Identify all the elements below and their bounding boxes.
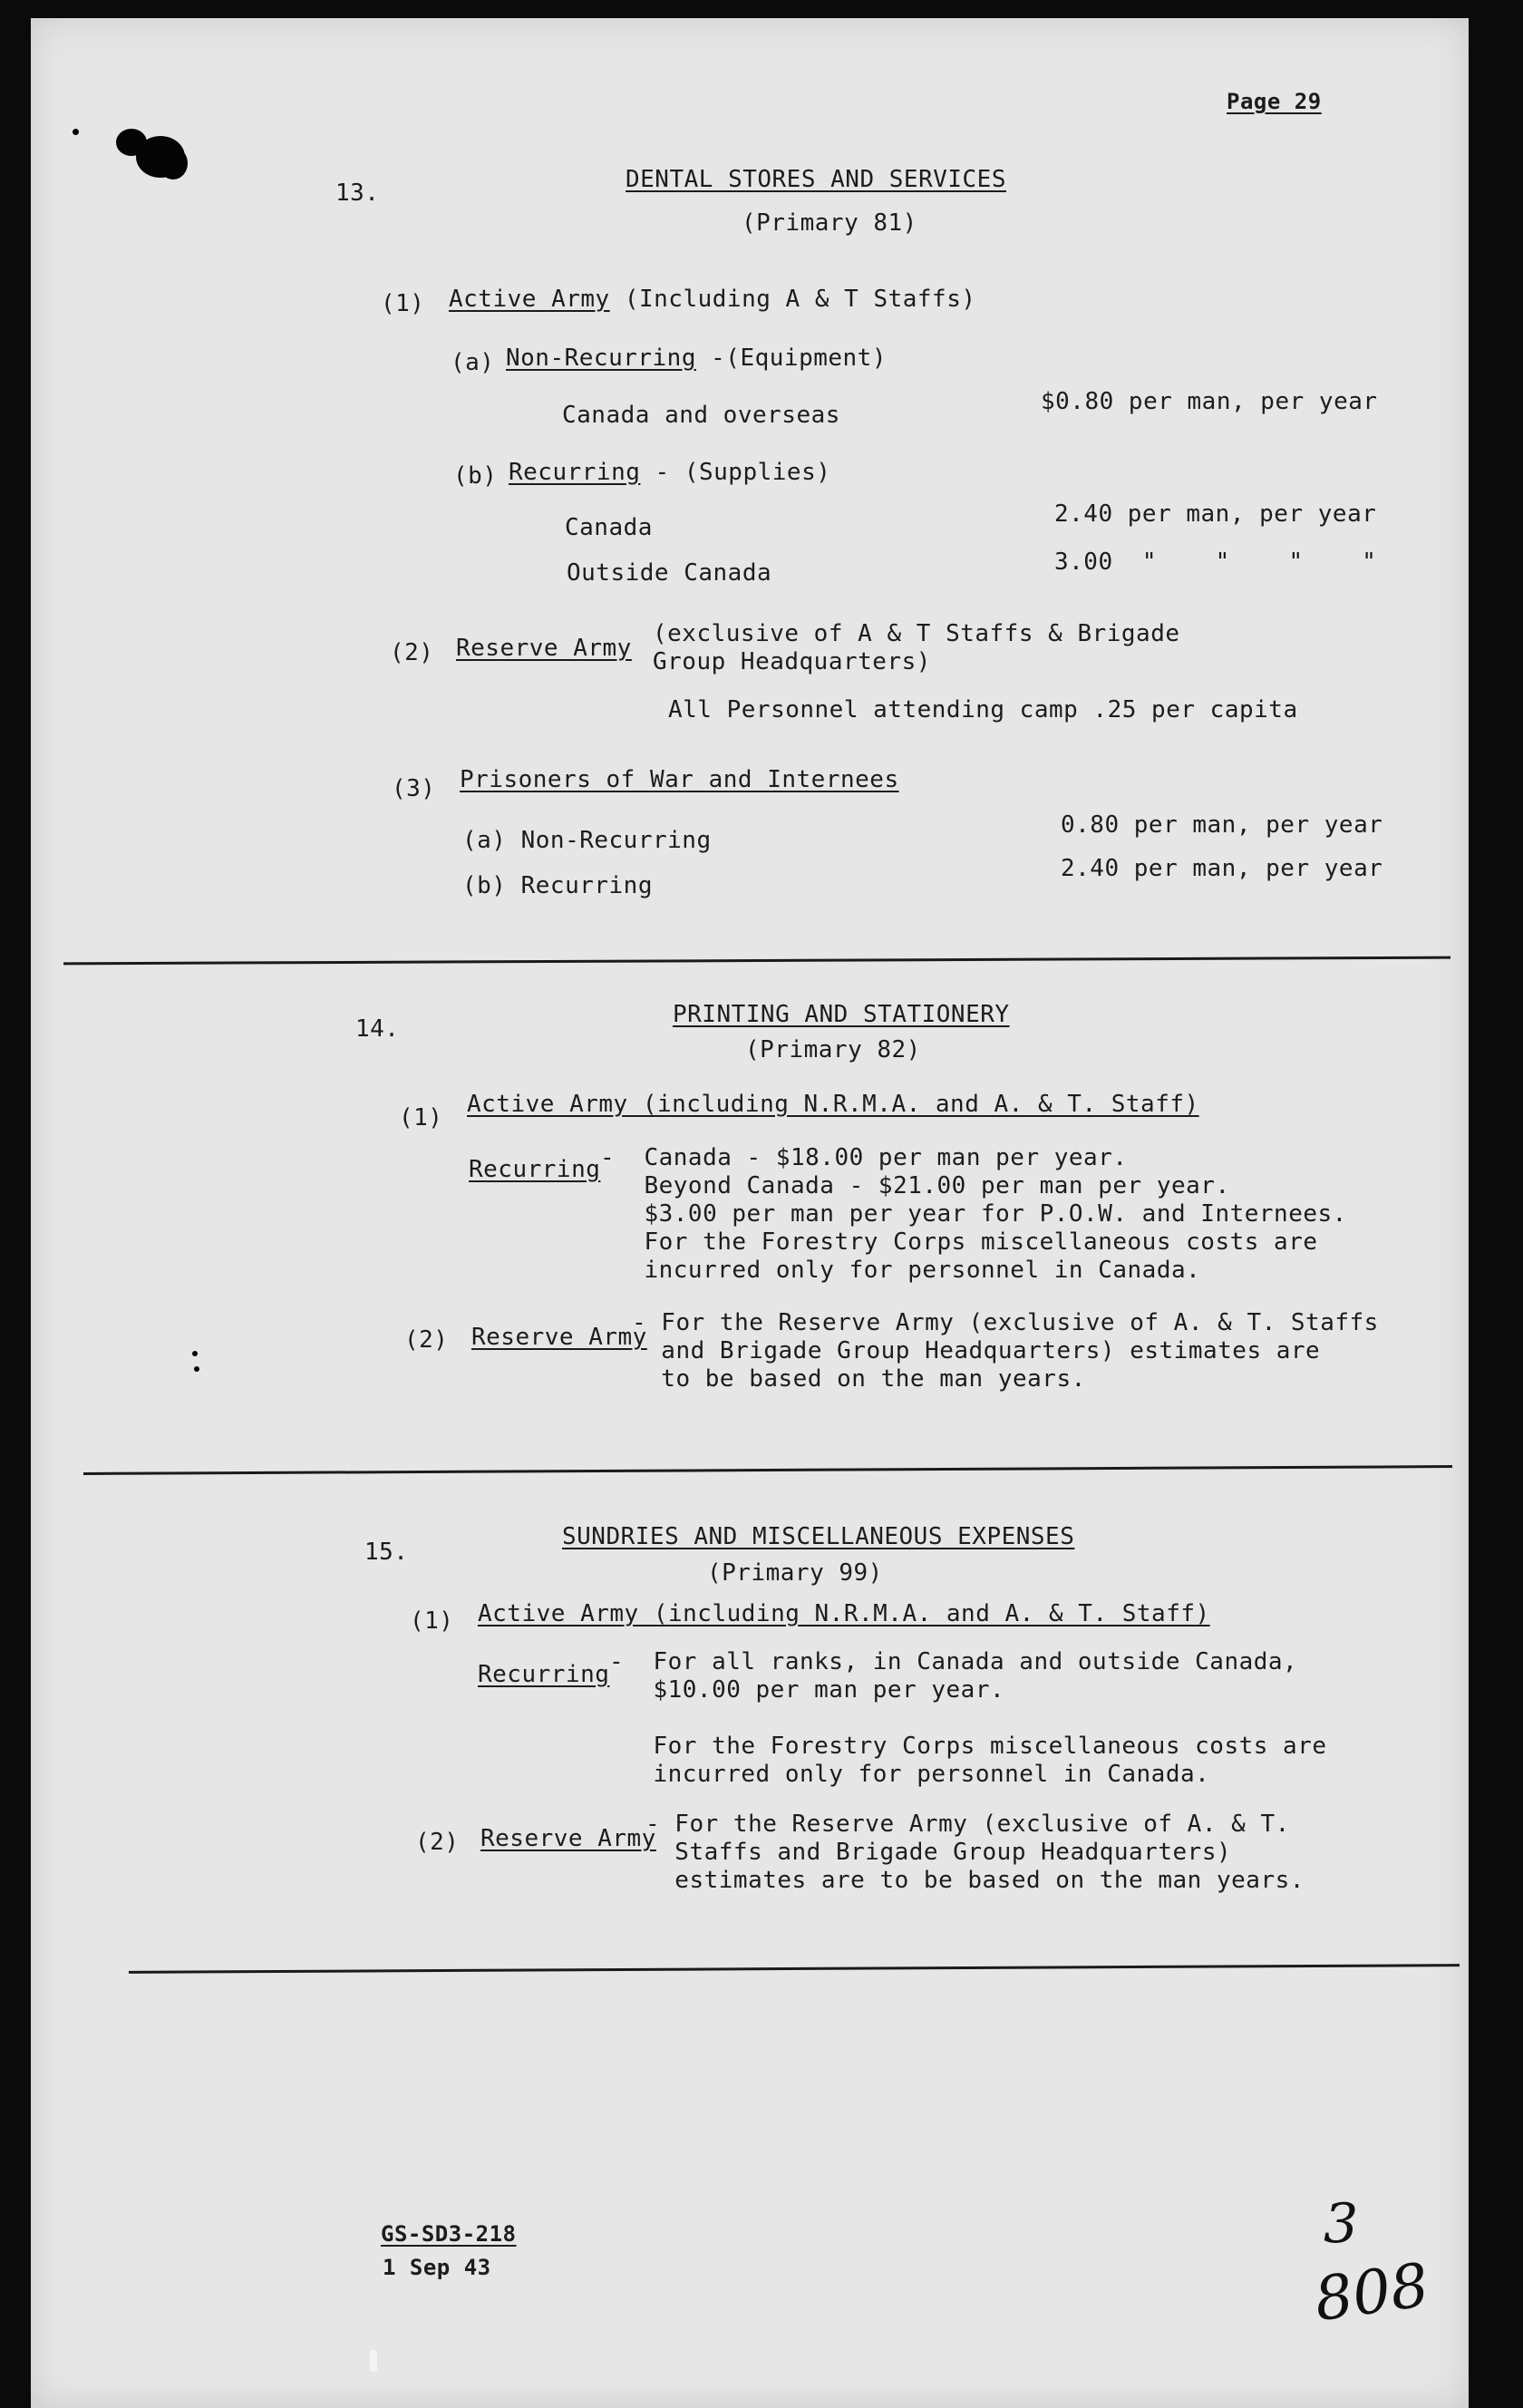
page-number: Page 29 xyxy=(1227,89,1322,114)
item-rest: - For the Reserve Army (exclusive of A. & T. Staffs and Brigade Group Headquarters) estimates are to be based on the man years. xyxy=(645,1811,1305,1894)
section-15-primary: (Primary 99) xyxy=(707,1559,883,1587)
footer-reference: GS-SD3-218 xyxy=(381,2221,517,2247)
section-14-number: 14. xyxy=(355,1015,400,1043)
item-label: Active Army (including N.R.M.A. and A. & T. Staff) xyxy=(478,1600,1210,1627)
sub-heading xyxy=(506,345,887,372)
footer-date: 1 Sep 43 xyxy=(383,2255,491,2280)
line-text: Outside Canada xyxy=(567,559,772,587)
section-14-title: PRINTING AND STATIONERY xyxy=(673,1001,1010,1028)
speck xyxy=(194,1366,199,1372)
item-rest: - For the Reserve Army (exclusive of A. & T. Staffs and Brigade Group Headquarters) estimates are to be based on the man years. xyxy=(632,1309,1379,1393)
sub-heading xyxy=(509,459,830,486)
item-number: (2) xyxy=(415,1829,460,1856)
section-14-primary: (Primary 82) xyxy=(745,1036,921,1063)
item-rest: (Including A & T Staffs) xyxy=(609,286,976,313)
sub-number: (b) xyxy=(453,462,498,490)
item-heading xyxy=(449,286,976,313)
section-15-title: SUNDRIES AND MISCELLANEOUS EXPENSES xyxy=(562,1523,1075,1550)
item-number: (2) xyxy=(404,1326,449,1354)
sub-label: Non-Recurring xyxy=(506,345,696,372)
sub-rest: -(Equipment) xyxy=(696,345,887,372)
item-number: (3) xyxy=(392,775,436,802)
handwritten-mark: 808 xyxy=(1310,2249,1433,2335)
line-text: Canada xyxy=(565,514,653,541)
line-amount: 2.40 per man, per year xyxy=(1061,855,1383,882)
section-15-number: 15. xyxy=(364,1539,409,1566)
paper-mark xyxy=(370,2350,377,2372)
line-text: (a) Non-Recurring xyxy=(462,827,712,854)
recurring-text: - Canada - $18.00 per man per year. Beyond Canada - $21.00 per man per year. $3.00 per man per year for P.O.W. and Internees. For the Forestry Corps miscellaneous costs are incurred only for personnel in Canada. xyxy=(600,1144,1347,1284)
item-label: Prisoners of War and Internees xyxy=(460,766,899,793)
section-13-primary: (Primary 81) xyxy=(742,209,917,237)
sub-label: Recurring xyxy=(509,459,641,486)
handwritten-mark: 3 xyxy=(1324,2192,1359,2256)
line-text: (b) Recurring xyxy=(462,872,653,899)
section-13-title: DENTAL STORES AND SERVICES xyxy=(626,166,1006,193)
recurring-label: Recurring xyxy=(469,1156,601,1183)
line-amount: 3.00 " " " " xyxy=(1054,549,1377,576)
item-number: (1) xyxy=(399,1104,443,1131)
item-number: (2) xyxy=(390,639,434,666)
line-text: Canada and overseas xyxy=(562,402,840,429)
speck xyxy=(192,1351,198,1356)
item-label: Active Army (including N.R.M.A. and A. & T. Staff) xyxy=(467,1091,1199,1118)
line-amount: 0.80 per man, per year xyxy=(1061,811,1383,839)
ink-blot xyxy=(159,147,188,180)
item-number: (1) xyxy=(381,290,425,317)
item-label: Active Army xyxy=(449,286,610,313)
item-label: Reserve Army xyxy=(456,635,632,662)
recurring-label: Recurring xyxy=(478,1661,610,1688)
item-number: (1) xyxy=(410,1607,454,1635)
item-label: Reserve Army xyxy=(480,1825,656,1852)
speck xyxy=(73,129,79,135)
section-13-number: 13. xyxy=(335,180,380,207)
line-amount: $0.80 per man, per year xyxy=(1041,388,1378,415)
item-note: All Personnel attending camp .25 per capita xyxy=(668,696,1298,723)
sub-number: (a) xyxy=(451,349,495,376)
recurring-text: - For all ranks, in Canada and outside Canada, $10.00 per man per year. For the Forestry Corps miscellaneous costs are incurred only for personnel in Canada. xyxy=(609,1648,1327,1788)
item-label: Reserve Army xyxy=(471,1324,647,1351)
sub-rest: - (Supplies) xyxy=(640,459,831,486)
line-amount: 2.40 per man, per year xyxy=(1054,500,1377,528)
item-rest: (exclusive of A & T Staffs & Brigade Group Headquarters) xyxy=(653,620,1180,675)
